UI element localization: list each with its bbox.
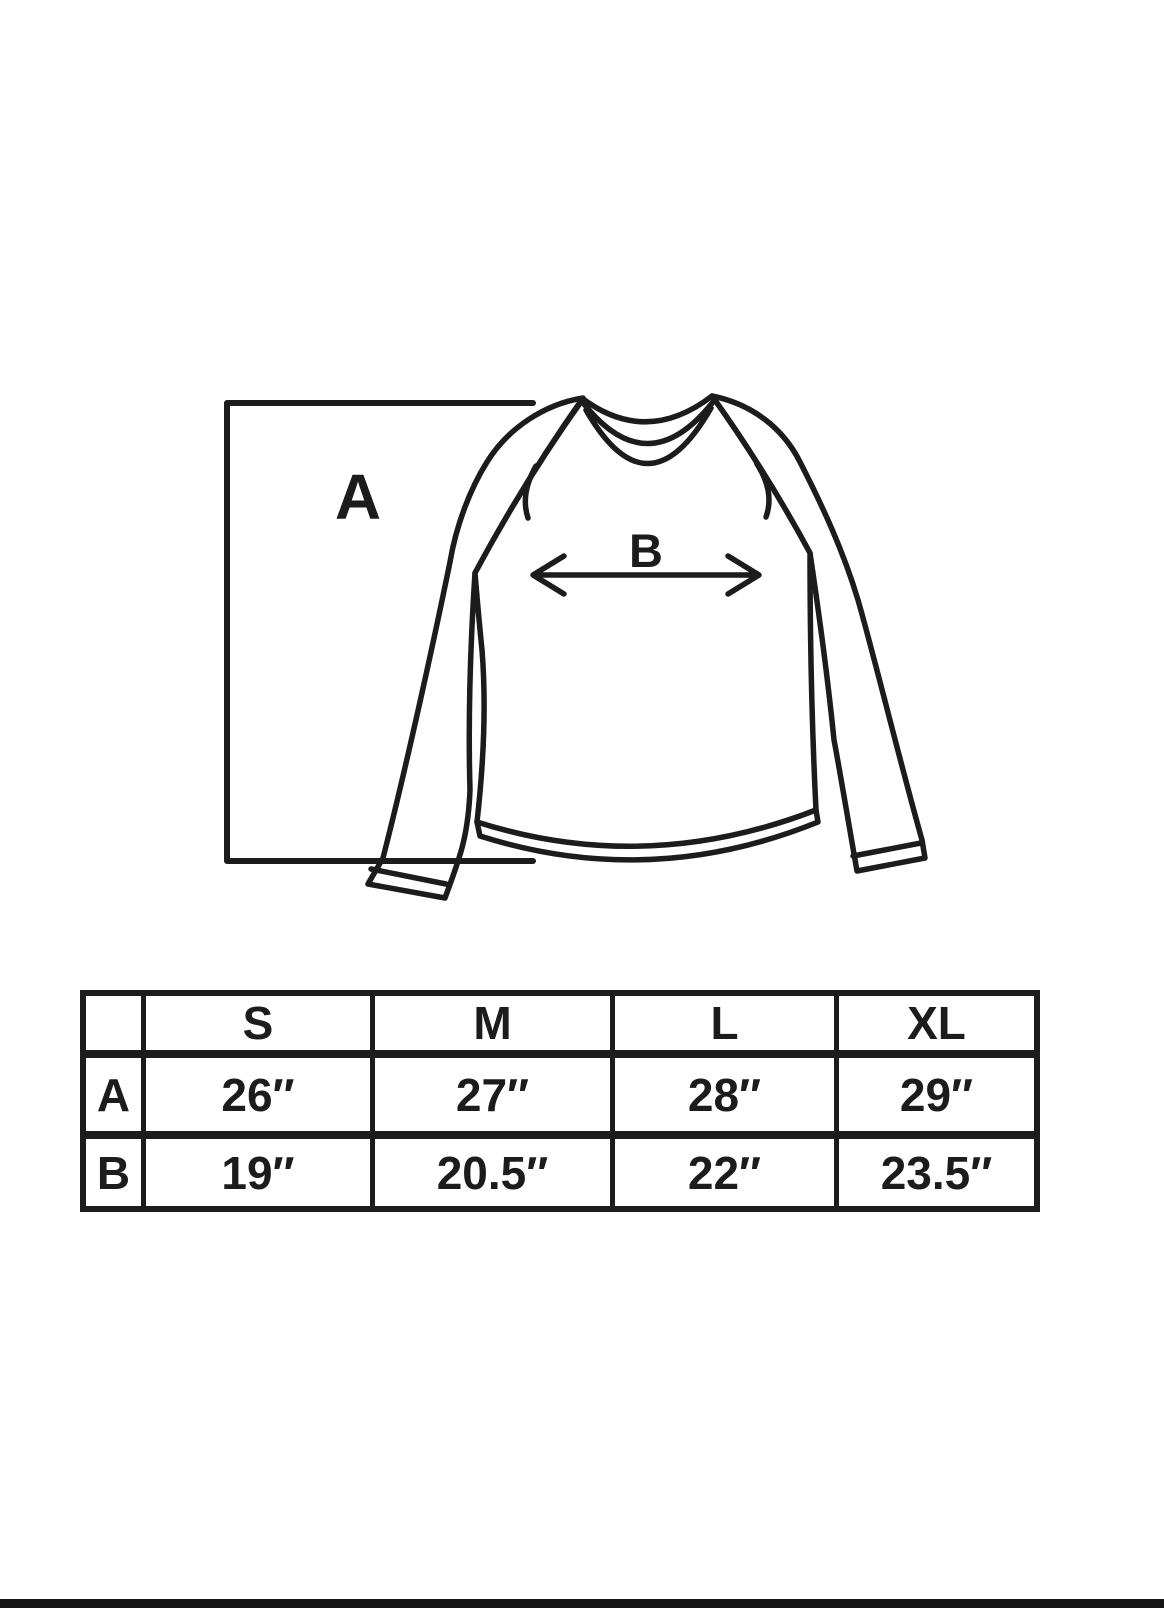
label-a: A — [334, 461, 382, 533]
row-label-a: A — [83, 1054, 144, 1135]
column-header-l: L — [613, 993, 837, 1054]
table-cell: 22″ — [613, 1135, 837, 1209]
table-row-a — [83, 1054, 1037, 1135]
size-table — [80, 990, 1040, 1212]
column-header-s: S — [144, 993, 373, 1054]
table-cell: 27″ — [373, 1054, 613, 1135]
bottom-edge-bar — [0, 1599, 1164, 1608]
table-cell: 29″ — [837, 1054, 1038, 1135]
label-b: B — [629, 524, 663, 577]
table-cell: 26″ — [144, 1054, 373, 1135]
table-cell: 28″ — [613, 1054, 837, 1135]
table-row-b — [83, 1135, 1037, 1209]
table-cell: 19″ — [144, 1135, 373, 1209]
corner-cell — [83, 993, 144, 1054]
table-cell: 20.5″ — [373, 1135, 613, 1209]
column-header-xl: XL — [837, 993, 1038, 1054]
row-label-b: B — [83, 1135, 144, 1209]
column-header-m: M — [373, 993, 613, 1054]
size-table-header-row — [83, 993, 1037, 1054]
table-cell: 23.5″ — [837, 1135, 1038, 1209]
